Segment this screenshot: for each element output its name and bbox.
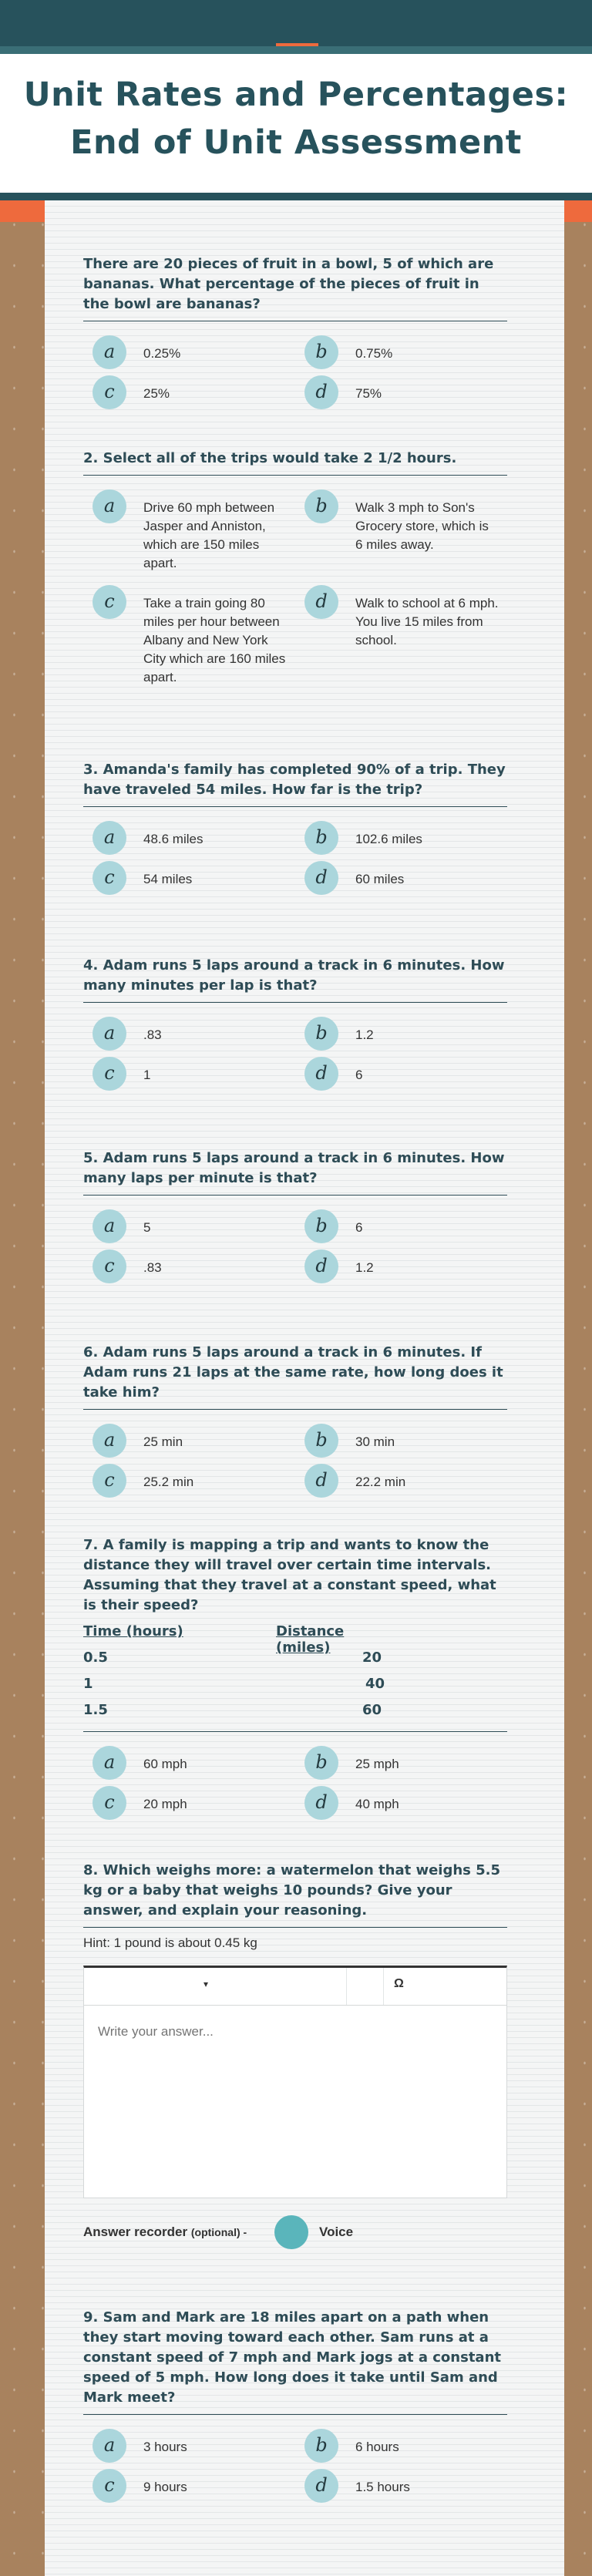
option-text: 6 hours	[355, 2440, 399, 2454]
record-button[interactable]	[274, 2215, 308, 2249]
format-dropdown-icon[interactable]: ▾	[204, 1979, 209, 1989]
option-text: 75%	[355, 386, 382, 401]
option-text: 1.2	[355, 1027, 374, 1042]
option-badge[interactable]: c	[92, 2469, 126, 2503]
option-badge[interactable]: c	[92, 585, 126, 619]
option-text: Drive 60 mph between Jasper and Anniston, which are 150 miles apart.	[143, 500, 275, 570]
answer-editor[interactable]	[83, 1966, 507, 2198]
option-text: 30 min	[355, 1434, 395, 1449]
option-badge[interactable]: b	[304, 1746, 338, 1780]
table-row	[83, 1673, 507, 1699]
option-badge[interactable]: a	[92, 335, 126, 369]
table-cell: 40	[365, 1676, 385, 1692]
option-badge[interactable]: a	[92, 2429, 126, 2463]
question-text: 3. Amanda's family has completed 90% of a trip. They have traveled 54 miles. How far is the trip?	[83, 762, 506, 798]
question-text: There are 20 pieces of fruit in a bowl, 5 of which are bananas. What percentage of the pieces of fruit in the bowl are bananas?	[83, 256, 494, 312]
option-text: 6	[355, 1068, 363, 1082]
option-badge[interactable]: c	[92, 1464, 126, 1498]
table-cell: 0.5	[83, 1650, 108, 1666]
option-badge[interactable]: c	[92, 861, 126, 895]
toolbar-divider	[383, 1968, 384, 2005]
option-text: 25.2 min	[143, 1475, 194, 1489]
divider	[83, 806, 507, 807]
header	[0, 54, 592, 193]
option-badge[interactable]: d	[304, 585, 338, 619]
divider	[83, 1409, 507, 1410]
option-text: 0.75%	[355, 346, 393, 361]
question-text: 2. Select all of the trips would take 2 1/2 hours.	[83, 450, 457, 466]
top-teal-stripe	[0, 46, 592, 54]
option-badge[interactable]: a	[92, 1746, 126, 1780]
question-1	[83, 254, 507, 412]
option-text: 22.2 min	[355, 1475, 406, 1489]
recorder-title: Answer recorder	[83, 2225, 188, 2239]
option-badge[interactable]: d	[304, 2469, 338, 2503]
option-badge[interactable]: c	[92, 375, 126, 409]
option-text: 54 miles	[143, 872, 193, 886]
option-badge[interactable]: c	[92, 1786, 126, 1820]
editor-toolbar	[84, 1968, 506, 2006]
toolbar-divider	[346, 1968, 347, 2005]
option-text: 1.2	[355, 1260, 374, 1275]
option-text: Walk to school at 6 mph. You live 15 miles from school.	[355, 596, 499, 647]
question-3	[83, 760, 507, 898]
page-title: Unit Rates and Percentages: End of Unit Assessment	[23, 76, 569, 162]
recorder-voice-label: Voice	[319, 2225, 354, 2239]
option-badge[interactable]: b	[304, 1424, 338, 1458]
table-row	[83, 1646, 507, 1673]
option-badge[interactable]: a	[92, 1209, 126, 1243]
divider	[83, 1002, 507, 1003]
table-cell: 60	[362, 1702, 382, 1718]
option-text: 25 min	[143, 1434, 183, 1449]
option-badge[interactable]: a	[92, 489, 126, 523]
option-text: 9 hours	[143, 2480, 187, 2494]
divider	[83, 2414, 507, 2415]
table-header: Distance (miles)	[276, 1623, 345, 1656]
header-band-dark	[0, 193, 592, 200]
question-text: 5. Adam runs 5 laps around a track in 6 minutes. How many laps per minute is that?	[83, 1150, 505, 1186]
option-text: 25 mph	[355, 1757, 399, 1771]
question-text: 7. A family is mapping a trip and wants to know the distance they will travel over certain time intervals. Assuming that they travel at a constant speed, what is their speed?	[83, 1537, 496, 1613]
question-7	[83, 1535, 507, 1823]
options	[83, 2429, 507, 2506]
option-badge[interactable]: b	[304, 1209, 338, 1243]
divider	[83, 1927, 507, 1928]
options	[83, 1209, 507, 1286]
question-2	[83, 449, 507, 698]
option-badge[interactable]: b	[304, 1017, 338, 1051]
recorder-optional: (optional) -	[190, 2226, 247, 2238]
question-text: 8. Which weighs more: a watermelon that weighs 5.5 kg or a baby that weighs 10 pounds? Give your answer, and explain your reasoning.	[83, 1862, 501, 1919]
answer-input[interactable]	[96, 2023, 485, 2040]
option-badge[interactable]: d	[304, 1464, 338, 1498]
option-badge[interactable]: d	[304, 861, 338, 895]
option-text: 6	[355, 1220, 363, 1235]
question-5	[83, 1148, 507, 1286]
question-9	[83, 2308, 507, 2506]
option-badge[interactable]: d	[304, 1057, 338, 1091]
option-text: Walk 3 mph to Son's Grocery store, which is 6 miles away.	[355, 500, 489, 552]
answer-recorder	[83, 2212, 507, 2251]
options	[83, 821, 507, 898]
time-distance-table	[83, 1620, 507, 1725]
divider	[83, 1731, 507, 1732]
option-badge[interactable]: a	[92, 1017, 126, 1051]
divider	[83, 1195, 507, 1196]
option-text: 60 miles	[355, 872, 405, 886]
options	[83, 489, 507, 698]
options	[83, 335, 507, 412]
question-4	[83, 956, 507, 1094]
question-6	[83, 1343, 507, 1501]
question-text: 9. Sam and Mark are 18 miles apart on a path when they start moving toward each other. Sam runs at a constant speed of 7 mph and Mark jogs at a constant speed of 5 mph. How long does it take until Sam and Mark meet?	[83, 2309, 501, 2406]
options	[83, 1017, 507, 1094]
option-text: 48.6 miles	[143, 832, 204, 846]
option-text: 102.6 miles	[355, 832, 422, 846]
recorder-label	[83, 2225, 247, 2240]
option-badge[interactable]: c	[92, 1249, 126, 1283]
table-header-row	[83, 1620, 507, 1656]
question-text: 4. Adam runs 5 laps around a track in 6 minutes. How many minutes per lap is that?	[83, 957, 505, 994]
option-text: .83	[143, 1027, 162, 1042]
option-text: Take a train going 80 miles per hour between Albany and New York City which are 160 miles apart.	[143, 596, 286, 684]
option-badge[interactable]: b	[304, 821, 338, 855]
table-header: Time (hours)	[83, 1623, 183, 1639]
option-text: 60 mph	[143, 1757, 187, 1771]
table-cell: 20	[362, 1650, 382, 1666]
option-text: 5	[143, 1220, 151, 1235]
option-text: 20 mph	[143, 1797, 187, 1811]
option-badge[interactable]: d	[304, 1786, 338, 1820]
options	[83, 1424, 507, 1501]
question-text: 6. Adam runs 5 laps around a track in 6 minutes. If Adam runs 21 laps at the same rate, how long does it take him?	[83, 1344, 503, 1401]
option-badge[interactable]: c	[92, 1057, 126, 1091]
option-text: 3 hours	[143, 2440, 187, 2454]
options	[83, 1746, 507, 1823]
option-text: 1	[143, 1068, 151, 1082]
option-text: 0.25%	[143, 346, 181, 361]
option-badge[interactable]: d	[304, 1249, 338, 1283]
hint-text: Hint: 1 pound is about 0.45 kg	[83, 1935, 257, 1950]
option-text: 1.5 hours	[355, 2480, 410, 2494]
option-text: .83	[143, 1260, 162, 1275]
question-8	[83, 1861, 507, 1951]
option-badge[interactable]: b	[304, 335, 338, 369]
table-cell: 1	[83, 1676, 93, 1692]
divider	[83, 475, 507, 476]
option-badge[interactable]: a	[92, 1424, 126, 1458]
option-badge[interactable]: b	[304, 2429, 338, 2463]
option-badge[interactable]: a	[92, 821, 126, 855]
option-badge[interactable]: d	[304, 375, 338, 409]
special-character-icon[interactable]: Ω	[394, 1977, 404, 1990]
option-text: 40 mph	[355, 1797, 399, 1811]
table-cell: 1.5	[83, 1702, 108, 1718]
option-text: 25%	[143, 386, 170, 401]
top-bar	[0, 0, 592, 46]
table-row	[83, 1699, 507, 1725]
option-badge[interactable]: b	[304, 489, 338, 523]
